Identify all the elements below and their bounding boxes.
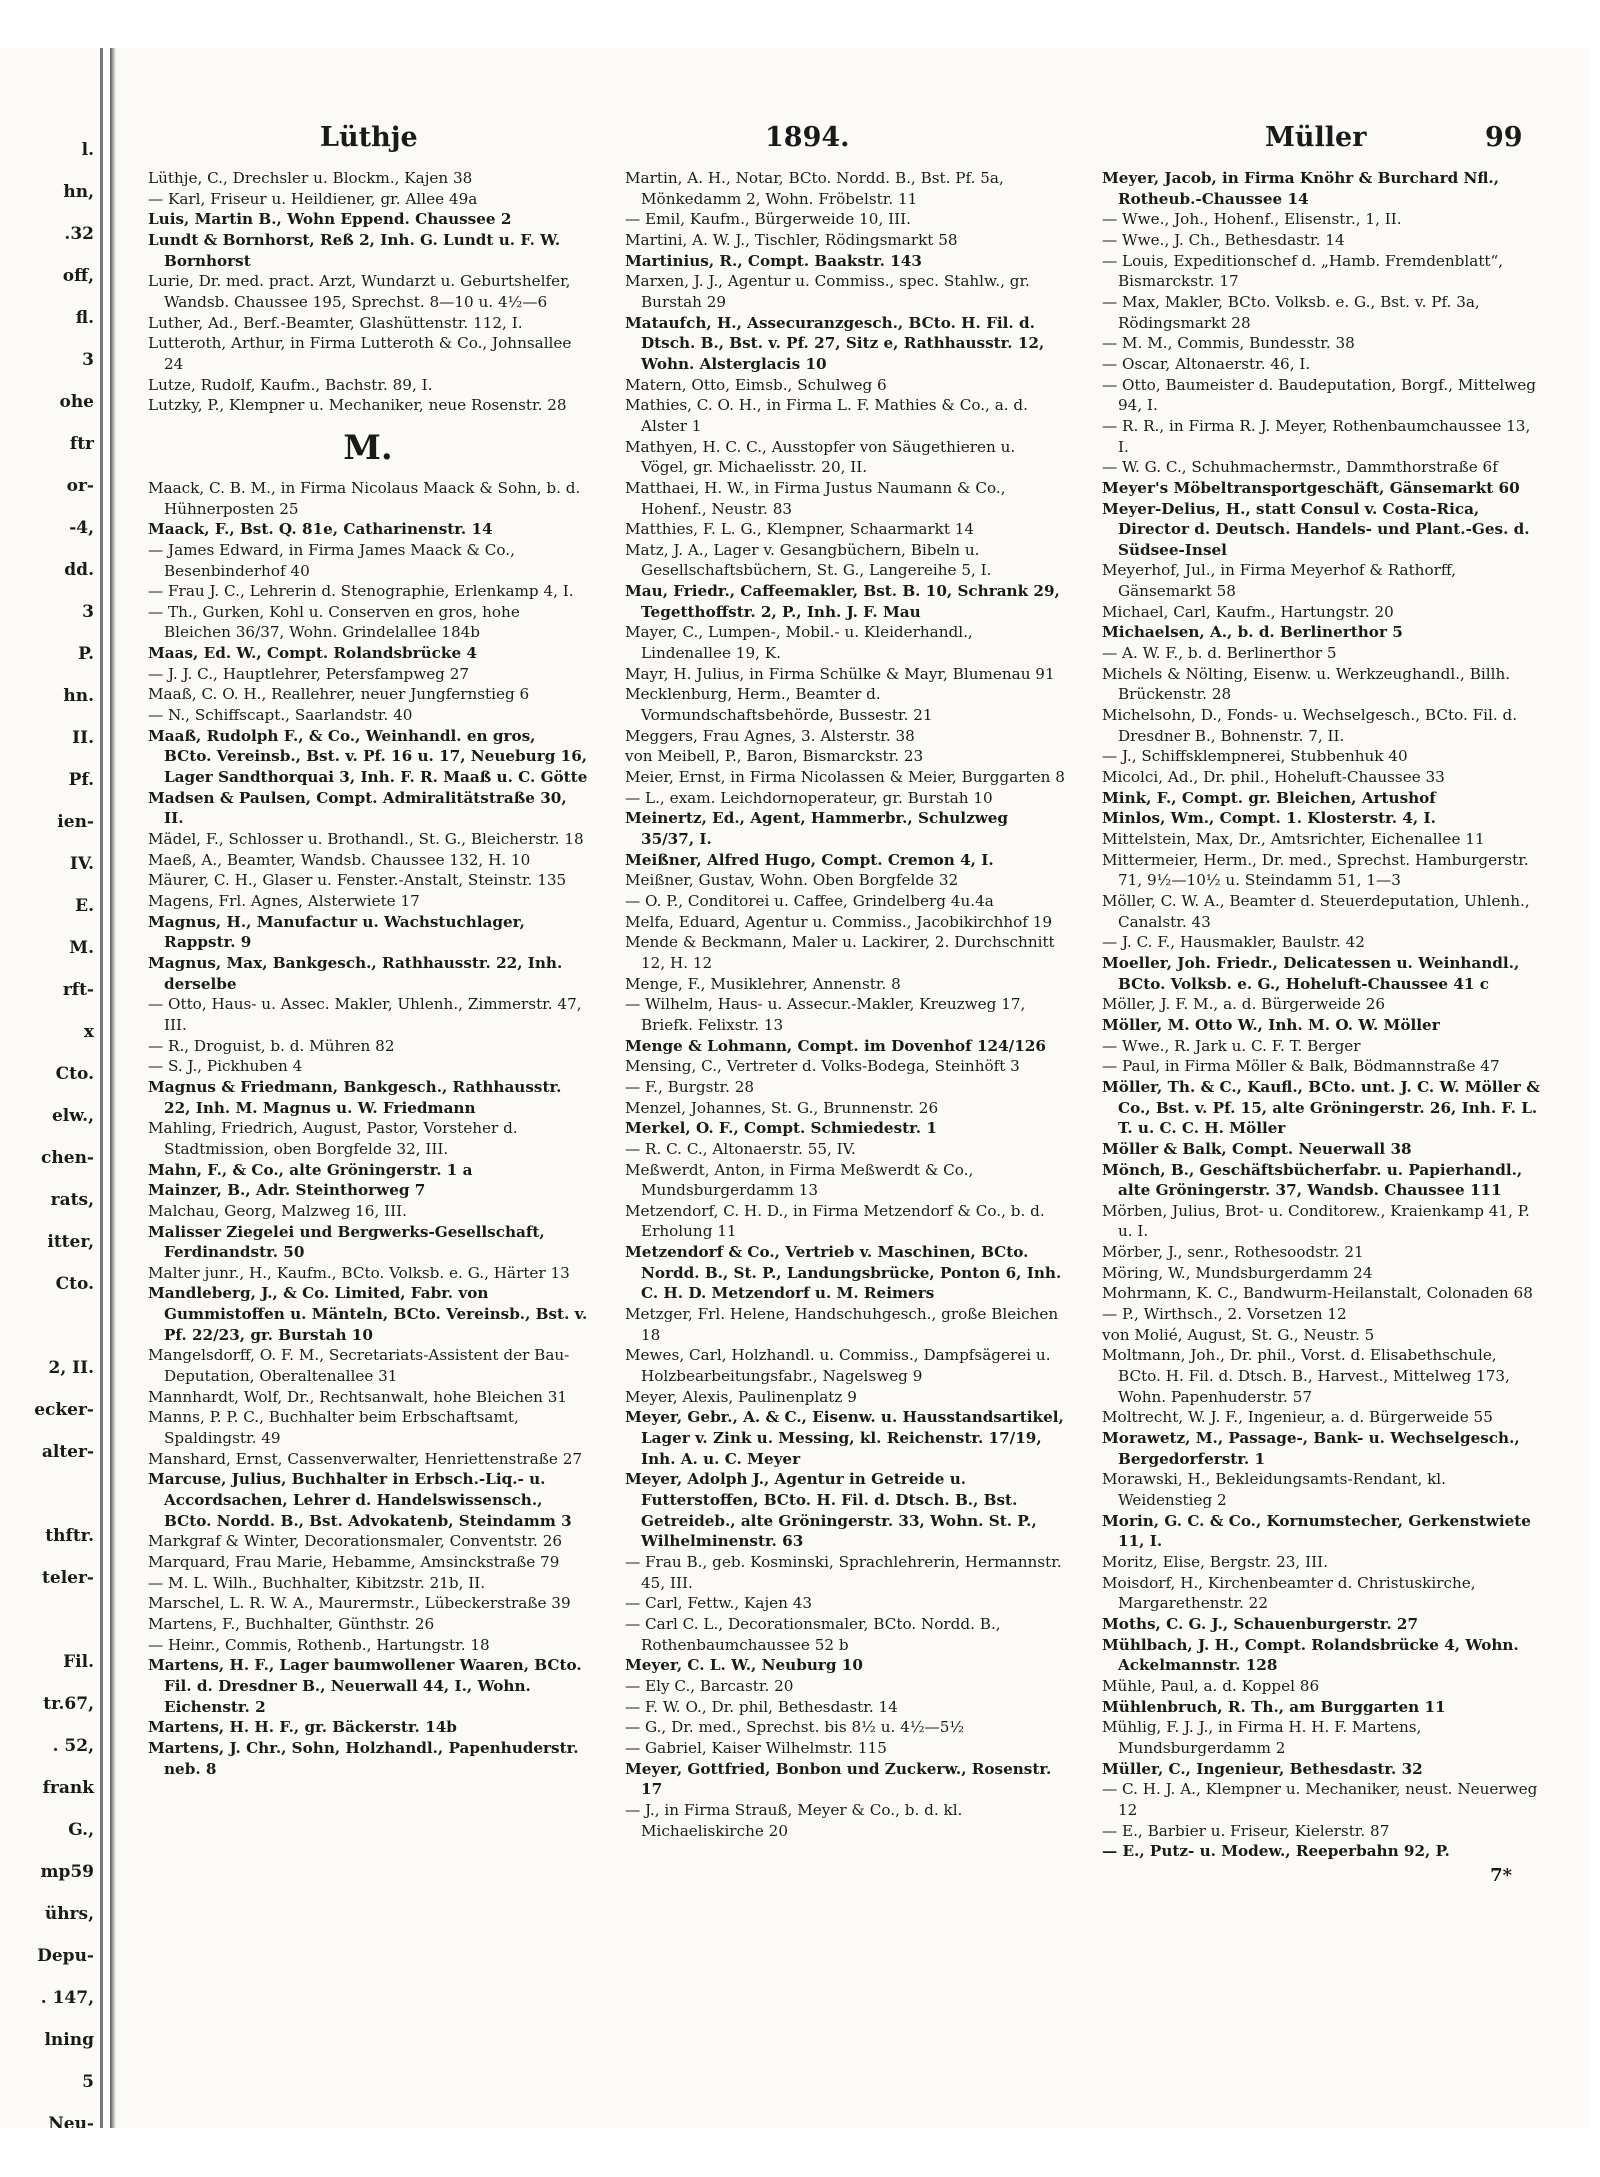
header-left: Lüthje (320, 122, 418, 153)
directory-entry: Mühlbach, J. H., Compt. Rolandsbrücke 4, Wohn. Ackelmannstr. 128 (1102, 1635, 1519, 1675)
previous-page-fragment: 3 (82, 602, 94, 622)
previous-page-fragment: P. (78, 644, 94, 664)
directory-entry: Malter junr., H., Kaufm., BCto. Volksb. e. G., Härter 13 (148, 1263, 570, 1282)
directory-entry: — R., Droguist, b. d. Mühren 82 (148, 1036, 395, 1055)
directory-entry: — Karl, Friseur u. Heildiener, gr. Allee 49a (148, 189, 478, 208)
header-center: 1894. (765, 122, 850, 153)
directory-entry: Maack, C. B. M., in Firma Nicolaus Maack & Sohn, b. d. Hühnerposten 25 (148, 478, 581, 518)
directory-entry: Matern, Otto, Eimsb., Schulweg 6 (625, 375, 887, 394)
directory-entry: Metzendorf, C. H. D., in Firma Metzendorf & Co., b. d. Erholung 11 (625, 1201, 1045, 1241)
previous-page-fragment: ührs, (44, 1904, 94, 1924)
directory-entry: Mahling, Friedrich, August, Pastor, Vorsteher d. Stadtmission, oben Borgfelde 32, III. (148, 1119, 518, 1158)
previous-page-fragment: hn. (63, 686, 94, 706)
directory-entry: — S. J., Pickhuben 4 (148, 1057, 303, 1076)
previous-page-fragment: Neu- (48, 2114, 94, 2128)
directory-entry: Manshard, Ernst, Cassenverwalter, Henriettenstraße 27 (148, 1449, 583, 1468)
directory-entry: — Gabriel, Kaiser Wilhelmstr. 115 (625, 1738, 887, 1757)
directory-entry: Lundt & Bornhorst, Reß 2, Inh. G. Lundt u. F. W. Bornhorst (148, 230, 561, 270)
previous-page-fragment: . 147, (40, 1988, 94, 2008)
directory-entry: Marschel, L. R. W. A., Maurermstr., Lübeckerstraße 39 (148, 1594, 571, 1613)
directory-entry: Magnus & Friedmann, Bankgesch., Rathhausstr. 22, Inh. M. Magnus u. W. Friedmann (148, 1077, 562, 1117)
directory-entry: — M. L. Wilh., Buchhalter, Kibitzstr. 21b, II. (148, 1573, 486, 1592)
previous-page-strip (0, 48, 103, 2128)
previous-page-fragment: -4, (69, 518, 94, 538)
previous-page-fragment: II. (72, 728, 94, 748)
directory-entry: — E., Barbier u. Friseur, Kielerstr. 87 (1102, 1821, 1390, 1840)
column-3 (1102, 168, 1542, 1886)
header-right: Müller (1265, 122, 1367, 153)
directory-entry: Mäurer, C. H., Glaser u. Fenster.-Anstalt, Steinstr. 135 (148, 871, 567, 890)
directory-entry: Mittermeier, Herm., Dr. med., Sprechst. Hamburgerstr. 71, 9½—10½ u. Steindamm 51, 1—3 (1102, 850, 1529, 890)
directory-entry: — A. W. F., b. d. Berlinerthor 5 (1102, 644, 1337, 663)
directory-entry: Meyer, Gottfried, Bonbon und Zuckerw., Rosenstr. 17 (625, 1759, 1052, 1799)
directory-entry: Mörben, Julius, Brot- u. Conditorew., Kraienkamp 41, P. u. I. (1102, 1201, 1530, 1241)
page-number: 99 (1485, 122, 1523, 153)
directory-entry: Michels & Nölting, Eisenw. u. Werkzeughandl., Billh. Brückenstr. 28 (1102, 664, 1511, 704)
directory-entry: Meyer, C. L. W., Neuburg 10 (625, 1656, 863, 1675)
previous-page-fragment: alter- (41, 1442, 94, 1462)
directory-entry: — Wwe., Joh., Hohenf., Elisenstr., 1, II. (1102, 210, 1402, 229)
previous-page-fragment: Pf. (68, 770, 94, 790)
directory-entry: — Otto, Haus- u. Assec. Makler, Uhlenh., Zimmerstr. 47, III. (148, 995, 582, 1034)
directory-entry: von Meibell, P., Baron, Bismarckstr. 23 (625, 747, 924, 766)
directory-entry: Lüthje, C., Drechsler u. Blockm., Kajen 38 (148, 169, 473, 187)
directory-entry: Meyer, Alexis, Paulinenplatz 9 (625, 1387, 857, 1406)
directory-entry: — Paul, in Firma Möller & Balk, Bödmannstraße 47 (1102, 1057, 1500, 1076)
directory-entry: Mühlenbruch, R. Th., am Burggarten 11 (1102, 1697, 1446, 1716)
previous-page-fragment: mp59 (40, 1862, 94, 1882)
directory-entry: Mau, Friedr., Caffeemakler, Bst. B. 10, Schrank 29, Tegetthoffstr. 2, P., Inh. J. F. Mau (625, 582, 1060, 621)
directory-entry: Micolci, Ad., Dr. phil., Hoheluft-Chaussee 33 (1102, 768, 1445, 787)
directory-entry: Maaß, C. O. H., Reallehrer, neuer Jungfernstieg 6 (148, 685, 530, 704)
directory-entry: Minlos, Wm., Compt. 1. Klosterstr. 4, I. (1102, 809, 1436, 828)
directory-entry: — P., Wirthsch., 2. Vorsetzen 12 (1102, 1305, 1347, 1324)
previous-page-fragment: . 52, (52, 1736, 94, 1756)
directory-entry: Mathies, C. O. H., in Firma L. F. Mathies & Co., a. d. Alster 1 (625, 396, 1028, 435)
directory-entry: Maeß, A., Beamter, Wandsb. Chaussee 132, H. 10 (148, 850, 531, 869)
directory-entry: — F. W. O., Dr. phil, Bethesdastr. 14 (625, 1697, 898, 1716)
directory-entry: — E., Putz- u. Modew., Reeperbahn 92, P. (1102, 1842, 1450, 1861)
directory-entry: — Carl, Fettw., Kajen 43 (625, 1594, 813, 1613)
directory-entry: Moths, C. G. J., Schauenburgerstr. 27 (1102, 1614, 1419, 1633)
directory-entry: Moisdorf, H., Kirchenbeamter d. Christuskirche, Margarethenstr. 22 (1102, 1573, 1476, 1613)
directory-entry: Mink, F., Compt. gr. Bleichen, Artushof (1102, 788, 1436, 807)
previous-page-fragment: itter, (47, 1232, 94, 1252)
directory-entry: Maack, F., Bst. Q. 81e, Catharinenstr. 14 (148, 520, 493, 539)
directory-entry: Meißner, Gustav, Wohn. Oben Borgfelde 32 (625, 871, 959, 890)
previous-page-fragment: M. (69, 938, 94, 958)
directory-entry: Marxen, J. J., Agentur u. Commiss., spec. Stahlw., gr. Burstah 29 (625, 272, 1030, 311)
directory-entry: Mühle, Paul, a. d. Koppel 86 (1102, 1676, 1320, 1695)
signature-mark: 7* (1490, 1864, 1512, 1886)
directory-entry: Meyer, Gebr., A. & C., Eisenw. u. Hausstandsartikel, Lager v. Zink u. Messing, kl. Reichenstr. 17/19, Inh. A. u. C. Meyer (625, 1408, 1064, 1468)
directory-entry: Meißner, Alfred Hugo, Compt. Cremon 4, I. (625, 850, 994, 869)
directory-entry: Meyer's Möbeltransportgeschäft, Gänsemarkt 60 (1102, 478, 1520, 497)
directory-entry: Matthaei, H. W., in Firma Justus Naumann & Co., Hohenf., Neustr. 83 (625, 478, 1006, 518)
directory-entry: — Wwe., J. Ch., Bethesdastr. 14 (1102, 230, 1345, 249)
directory-entry: Mayr, H. Julius, in Firma Schülke & Mayr, Blumenau 91 (625, 664, 1055, 683)
directory-entry: — Louis, Expeditionschef d. „Hamb. Fremdenblatt“, Bismarckstr. 17 (1102, 251, 1504, 291)
previous-page-fragment: l. (81, 140, 94, 160)
directory-entry: Moltmann, Joh., Dr. phil., Vorst. d. Elisabethschule, BCto. H. Fil. d. Dtsch. B., Harvest., Mittelweg 173, Wohn. Papenhuderstr. 57 (1102, 1346, 1510, 1406)
previous-page-fragment: Cto. (55, 1064, 94, 1084)
previous-page-fragment: dd. (64, 560, 94, 580)
directory-entry: — J., in Firma Strauß, Meyer & Co., b. d. kl. Michaeliskirche 20 (625, 1800, 963, 1840)
directory-entry: — Wilhelm, Haus- u. Assecur.-Makler, Kreuzweg 17, Briefk. Felixstr. 13 (625, 995, 1026, 1034)
directory-entry: — N., Schiffscapt., Saarlandstr. 40 (148, 706, 413, 725)
directory-entry: Meyerhof, Jul., in Firma Meyerhof & Rathorff, Gänsemarkt 58 (1102, 561, 1456, 601)
directory-entry: — G., Dr. med., Sprechst. bis 8½ u. 4½—5½ (625, 1718, 965, 1737)
directory-entry: — Oscar, Altonaerstr. 46, I. (1102, 354, 1311, 373)
previous-page-fragment: off, (62, 266, 94, 286)
directory-entry: — R. C. C., Altonaerstr. 55, IV. (625, 1139, 856, 1158)
directory-entry: Möller, Th. & C., Kaufl., BCto. unt. J. C. W. Möller & Co., Bst. v. Pf. 15, alte Gröningerstr. 26, Inh. F. L. T. u. C. C. H. Möller (1102, 1077, 1540, 1138)
directory-entry: — Carl C. L., Decorationsmaler, BCto. Nordd. B., Rothenbaumchaussee 52 b (625, 1614, 1001, 1654)
previous-page-fragment: Fil. (63, 1652, 94, 1672)
directory-entry: Moeller, Joh. Friedr., Delicatessen u. Weinhandl., BCto. Volksb. e. G., Hoheluft-Chaussee 41 c (1102, 953, 1520, 993)
directory-entry: — W. G. C., Schuhmachermstr., Dammthorstraße 6f (1102, 458, 1498, 477)
directory-entry: Mühlig, F. J. J., in Firma H. H. F. Martens, Mundsburgerdamm 2 (1102, 1718, 1422, 1757)
directory-entry: Mönch, B., Geschäftsbücherfabr. u. Papierhandl., alte Gröningerstr. 37, Wandsb. Chaussee 111 (1102, 1160, 1523, 1200)
directory-entry: Mayer, C., Lumpen-, Mobil.- u. Kleiderhandl., Lindenallee 19, K. (625, 623, 973, 663)
directory-entry: Martens, H. H. F., gr. Bäckerstr. 14b (148, 1718, 457, 1737)
directory-entry: Mörber, J., senr., Rothesoodstr. 21 (1102, 1243, 1364, 1262)
directory-entry: Mädel, F., Schlosser u. Brothandl., St. G., Bleicherstr. 18 (148, 830, 584, 849)
directory-entry: Martens, F., Buchhalter, Günthstr. 26 (148, 1614, 435, 1633)
previous-page-fragment: fl. (75, 308, 94, 328)
directory-entry: Malchau, Georg, Malzweg 16, III. (148, 1201, 407, 1220)
directory-entry: — J. C. F., Hausmakler, Baulstr. 42 (1102, 933, 1365, 952)
previous-page-fragment: G., (68, 1820, 94, 1840)
directory-entry: Madsen & Paulsen, Compt. Admiralitätstraße 30, II. (148, 788, 567, 828)
directory-entry: Michaelsen, A., b. d. Berlinerthor 5 (1102, 623, 1403, 642)
directory-entry: Meggers, Frau Agnes, 3. Alsterstr. 38 (625, 726, 915, 745)
directory-entry: Morawetz, M., Passage-, Bank- u. Wechselgesch., Bergedorferstr. 1 (1102, 1429, 1520, 1468)
directory-entry: Luis, Martin B., Wohn Eppend. Chaussee 2 (148, 210, 512, 229)
directory-entry: Matz, J. A., Lager v. Gesangbüchern, Bibeln u. Gesellschaftsbüchern, St. G., Langereihe 5, I. (625, 540, 992, 580)
section-letter: M. (343, 427, 393, 468)
directory-entry: Mittelstein, Max, Dr., Amtsrichter, Eichenallee 11 (1102, 830, 1485, 848)
column-2 (625, 168, 1065, 1841)
directory-entry: Menge & Lohmann, Compt. im Dovenhof 124/126 (625, 1036, 1046, 1055)
directory-entry: Maas, Ed. W., Compt. Rolandsbrücke 4 (148, 644, 477, 663)
directory-entry: Michael, Carl, Kaufm., Hartungstr. 20 (1102, 602, 1394, 621)
directory-entry: Möller, C. W. A., Beamter d. Steuerdeputation, Uhlenh., Canalstr. 43 (1102, 891, 1530, 931)
directory-entry: Möring, W., Mundsburgerdamm 24 (1102, 1263, 1373, 1282)
directory-entry: Mende & Beckmann, Maler u. Lackirer, 2. Durchschnitt 12, H. 12 (625, 933, 1055, 972)
directory-entry: Martens, J. Chr., Sohn, Holzhandl., Papenhuderstr. neb. 8 (148, 1738, 579, 1778)
previous-page-fragment: Depu- (37, 1946, 94, 1966)
previous-page-fragment: elw., (51, 1106, 94, 1126)
directory-entry: Mangelsdorff, O. F. M., Secretariats-Assistent der Bau-Deputation, Oberaltenallee 31 (148, 1346, 570, 1386)
previous-page-fragment: ohe (59, 392, 94, 412)
directory-entry: Mohrmann, K. C., Bandwurm-Heilanstalt, Colonaden 68 (1102, 1284, 1533, 1303)
directory-entry: Mewes, Carl, Holzhandl. u. Commiss., Dampfsägerei u. Holzbearbeitungsfabr., Nagelsweg 9 (625, 1346, 1051, 1386)
previous-page-fragment: lning (44, 2030, 94, 2050)
directory-entry: Lurie, Dr. med. pract. Arzt, Wundarzt u. Geburtshelfer, Wandsb. Chaussee 195, Sprechst. 8—10 u. 4½—6 (148, 272, 571, 311)
directory-entry: Metzger, Frl. Helene, Handschuhgesch., große Bleichen 18 (625, 1305, 1059, 1344)
directory-entry: Morawski, H., Bekleidungsamts-Rendant, kl. Weidenstieg 2 (1102, 1470, 1446, 1509)
directory-entry: Meyer, Adolph J., Agentur in Getreide u. Futterstoffen, BCto. H. Fil. d. Dtsch. B., Bst. Getreideb., alte Gröningerstr. 33, Wohn. St. P., Wilhelminenstr. 63 (625, 1470, 1037, 1551)
directory-entry: — O. P., Conditorei u. Caffee, Grindelberg 4u.4a (625, 891, 994, 910)
previous-page-fragment: ecker- (34, 1400, 94, 1420)
directory-entry: Meyer-Delius, H., statt Consul v. Costa-Rica, Director d. Deutsch. Handels- und Plant.-Ges. d. Südsee-Insel (1102, 499, 1530, 559)
previous-page-fragment: or- (66, 476, 94, 496)
directory-entry: — R. R., in Firma R. J. Meyer, Rothenbaumchaussee 13, I. (1102, 416, 1531, 456)
directory-entry: Mataufch, H., Assecuranzgesch., BCto. H. Fil. d. Dtsch. B., Bst. v. Pf. 27, Sitz e, Rathhausstr. 12, Wohn. Alsterglacis 10 (625, 313, 1045, 373)
previous-page-fragment: teler- (42, 1568, 94, 1588)
previous-page-fragment: hn, (63, 182, 94, 202)
directory-page (110, 48, 1590, 2128)
directory-entry: Mandleberg, J., & Co. Limited, Fabr. von Gummistoffen u. Mänteln, BCto. Vereinsb., Bst. v. Pf. 22/23, gr. Burstah 10 (148, 1284, 588, 1344)
directory-entry: Magnus, Max, Bankgesch., Rathhausstr. 22, Inh. derselbe (148, 953, 563, 993)
directory-entry: Marquard, Frau Marie, Hebamme, Amsinckstraße 79 (148, 1553, 560, 1571)
previous-page-fragment: 2, II. (48, 1358, 94, 1378)
directory-entry: Lutzky, P., Klempner u. Mechaniker, neue Rosenstr. 28 (148, 396, 567, 415)
directory-entry: Moltrecht, W. J. F., Ingenieur, a. d. Bürgerweide 55 (1102, 1408, 1493, 1427)
directory-entry: von Molié, August, St. G., Neustr. 5 (1102, 1325, 1375, 1344)
directory-entry: Martens, H. F., Lager baumwollener Waaren, BCto. Fil. d. Dresdner B., Neuerwall 44, I., Wohn. Eichenstr. 2 (148, 1656, 582, 1716)
directory-entry: — Max, Makler, BCto. Volksb. e. G., Bst. v. Pf. 3a, Rödingsmarkt 28 (1102, 292, 1480, 332)
directory-entry: Martinius, R., Compt. Baakstr. 143 (625, 251, 922, 270)
directory-entry: Matthies, F. L. G., Klempner, Schaarmarkt 14 (625, 520, 975, 539)
column-1 (148, 168, 588, 1779)
directory-entry: — M. M., Commis, Bundesstr. 38 (1102, 334, 1355, 353)
previous-page-fragment: .32 (64, 224, 94, 244)
directory-entry: Mannhardt, Wolf, Dr., Rechtsanwalt, hohe Bleichen 31 (148, 1387, 568, 1406)
directory-entry: — James Edward, in Firma James Maack & Co., Besenbinderhof 40 (148, 540, 515, 580)
directory-entry: Metzendorf & Co., Vertrieb v. Maschinen, BCto. Nordd. B., St. P., Landungsbrücke, Ponton 6, Inh. C. H. D. Metzendorf u. M. Reimers (625, 1243, 1062, 1303)
previous-page-fragment: rats, (50, 1190, 94, 1210)
directory-entry: — F., Burgstr. 28 (625, 1077, 755, 1096)
directory-entry: Müller, C., Ingenieur, Bethesdastr. 32 (1102, 1759, 1423, 1778)
directory-entry: Magens, Frl. Agnes, Alsterwiete 17 (148, 892, 420, 910)
directory-entry: Mecklenburg, Herm., Beamter d. Vormundschaftsbehörde, Bussestr. 21 (625, 685, 933, 725)
directory-entry: Lutteroth, Arthur, in Firma Lutteroth & Co., Johnsallee 24 (148, 334, 572, 373)
directory-entry: — Ely C., Barcastr. 20 (625, 1676, 794, 1695)
directory-entry: Marcuse, Julius, Buchhalter in Erbsch.-Liq.- u. Accordsachen, Lehrer d. Handelswissensch., BCto. Nordd. B., Bst. Advokatenb, Steindamm 3 (148, 1470, 572, 1530)
directory-entry: Moritz, Elise, Bergstr. 23, III. (1102, 1552, 1328, 1571)
directory-entry: — Wwe., R. Jark u. C. F. T. Berger (1102, 1036, 1361, 1055)
directory-entry: Mensing, C., Vertreter d. Volks-Bodega, Steinhöft 3 (625, 1057, 1020, 1076)
previous-page-fragment: chen- (41, 1148, 94, 1168)
directory-entry: Manns, P. P. C., Buchhalter beim Erbschaftsamt, Spaldingstr. 49 (148, 1408, 519, 1448)
directory-entry: Lutze, Rudolf, Kaufm., Bachstr. 89, I. (148, 375, 433, 394)
directory-entry: Magnus, H., Manufactur u. Wachstuchlager, Rappstr. 9 (148, 912, 525, 952)
directory-entry: Michelsohn, D., Fonds- u. Wechselgesch., BCto. Fil. d. Dresdner B., Bohnenstr. 7, II. (1102, 706, 1518, 745)
directory-entry: — Emil, Kaufm., Bürgerweide 10, III. (625, 210, 911, 229)
previous-page-fragment: IV. (69, 854, 94, 874)
directory-entry: — J., Schiffsklempnerei, Stubbenhuk 40 (1102, 747, 1408, 766)
directory-entry: Luther, Ad., Berf.-Beamter, Glashüttenstr. 112, I. (148, 313, 523, 332)
directory-entry: Meyer, Jacob, in Firma Knöhr & Burchard Nfl., Rotheub.-Chaussee 14 (1102, 169, 1500, 208)
directory-entry: Malisser Ziegelei und Bergwerks-Gesellschaft, Ferdinandstr. 50 (148, 1222, 545, 1262)
directory-entry: Möller & Balk, Compt. Neuerwall 38 (1102, 1139, 1412, 1158)
directory-entry: — C. H. J. A., Klempner u. Mechaniker, neust. Neuerweg 12 (1102, 1780, 1538, 1819)
directory-entry: — Frau J. C., Lehrerin d. Stenographie, Erlenkamp 4, I. (148, 582, 574, 601)
directory-entry: Meinertz, Ed., Agent, Hammerbr., Schulzweg 35/37, I. (625, 809, 1009, 848)
directory-entry: — Otto, Baumeister d. Baudeputation, Borgf., Mittelweg 94, I. (1102, 375, 1536, 415)
directory-entry: — Heinr., Commis, Rothenb., Hartungstr. 18 (148, 1635, 490, 1654)
previous-page-fragment: Cto. (55, 1274, 94, 1294)
previous-page-fragment: E. (75, 896, 94, 916)
previous-page-fragment: thftr. (45, 1526, 94, 1546)
directory-entry: Maaß, Rudolph F., & Co., Weinhandl. en gros, BCto. Vereinsb., Bst. v. Pf. 16 u. 17, Neueburg 16, Lager Sandthorquai 3, Inh. F. R. Maaß u. C. Götte (148, 726, 588, 787)
directory-entry: — L., exam. Leichdornoperateur, gr. Burstah 10 (625, 788, 993, 807)
previous-page-fragment: tr.67, (43, 1694, 94, 1714)
directory-entry: Menzel, Johannes, St. G., Brunnenstr. 26 (625, 1098, 939, 1117)
directory-entry: Mahn, F., & Co., alte Gröningerstr. 1 a (148, 1160, 473, 1179)
previous-page-fragment: ftr (69, 434, 94, 454)
directory-entry: Merkel, O. F., Compt. Schmiedestr. 1 (625, 1119, 937, 1138)
directory-entry: Möller, J. F. M., a. d. Bürgerweide 26 (1102, 995, 1386, 1014)
directory-entry: Meßwerdt, Anton, in Firma Meßwerdt & Co., Mundsburgerdamm 13 (625, 1160, 974, 1200)
directory-entry: — J. J. C., Hauptlehrer, Petersfampweg 27 (148, 664, 470, 683)
previous-page-fragment: frank (42, 1778, 94, 1798)
previous-page-fragment: ien- (57, 812, 94, 832)
directory-entry: Martini, A. W. J., Tischler, Rödingsmarkt 58 (625, 230, 958, 249)
previous-page-fragment: 3 (82, 350, 94, 370)
directory-entry: Meier, Ernst, in Firma Nicolassen & Meier, Burggarten 8 (625, 768, 1065, 787)
previous-page-fragment: rft- (62, 980, 94, 1000)
directory-entry: — Frau B., geb. Kosminski, Sprachlehrerin, Hermannstr. 45, III. (625, 1552, 1062, 1592)
directory-entry: Möller, M. Otto W., Inh. M. O. W. Möller (1102, 1015, 1440, 1034)
directory-entry: Martin, A. H., Notar, BCto. Nordd. B., Bst. Pf. 5a, Mönkedamm 2, Wohn. Fröbelstr. 11 (625, 169, 1004, 208)
directory-entry: Markgraf & Winter, Decorationsmaler, Conventstr. 26 (148, 1532, 563, 1551)
previous-page-fragment: x (83, 1022, 94, 1042)
directory-entry: Menge, F., Musiklehrer, Annenstr. 8 (625, 974, 901, 993)
directory-entry: Mainzer, B., Adr. Steinthorweg 7 (148, 1181, 426, 1200)
directory-entry: Mathyen, H. C. C., Ausstopfer von Säugethieren u. Vögel, gr. Michaelisstr. 20, II. (625, 437, 1016, 477)
previous-page-fragment: 5 (82, 2072, 94, 2092)
directory-entry: Melfa, Eduard, Agentur u. Commiss., Jacobikirchhof 19 (625, 912, 1053, 931)
directory-entry: — Th., Gurken, Kohl u. Conserven en gros, hohe Bleichen 36/37, Wohn. Grindelallee 184b (148, 602, 520, 642)
directory-entry: Morin, G. C. & Co., Kornumstecher, Gerkenstwiete 11, I. (1102, 1511, 1531, 1551)
